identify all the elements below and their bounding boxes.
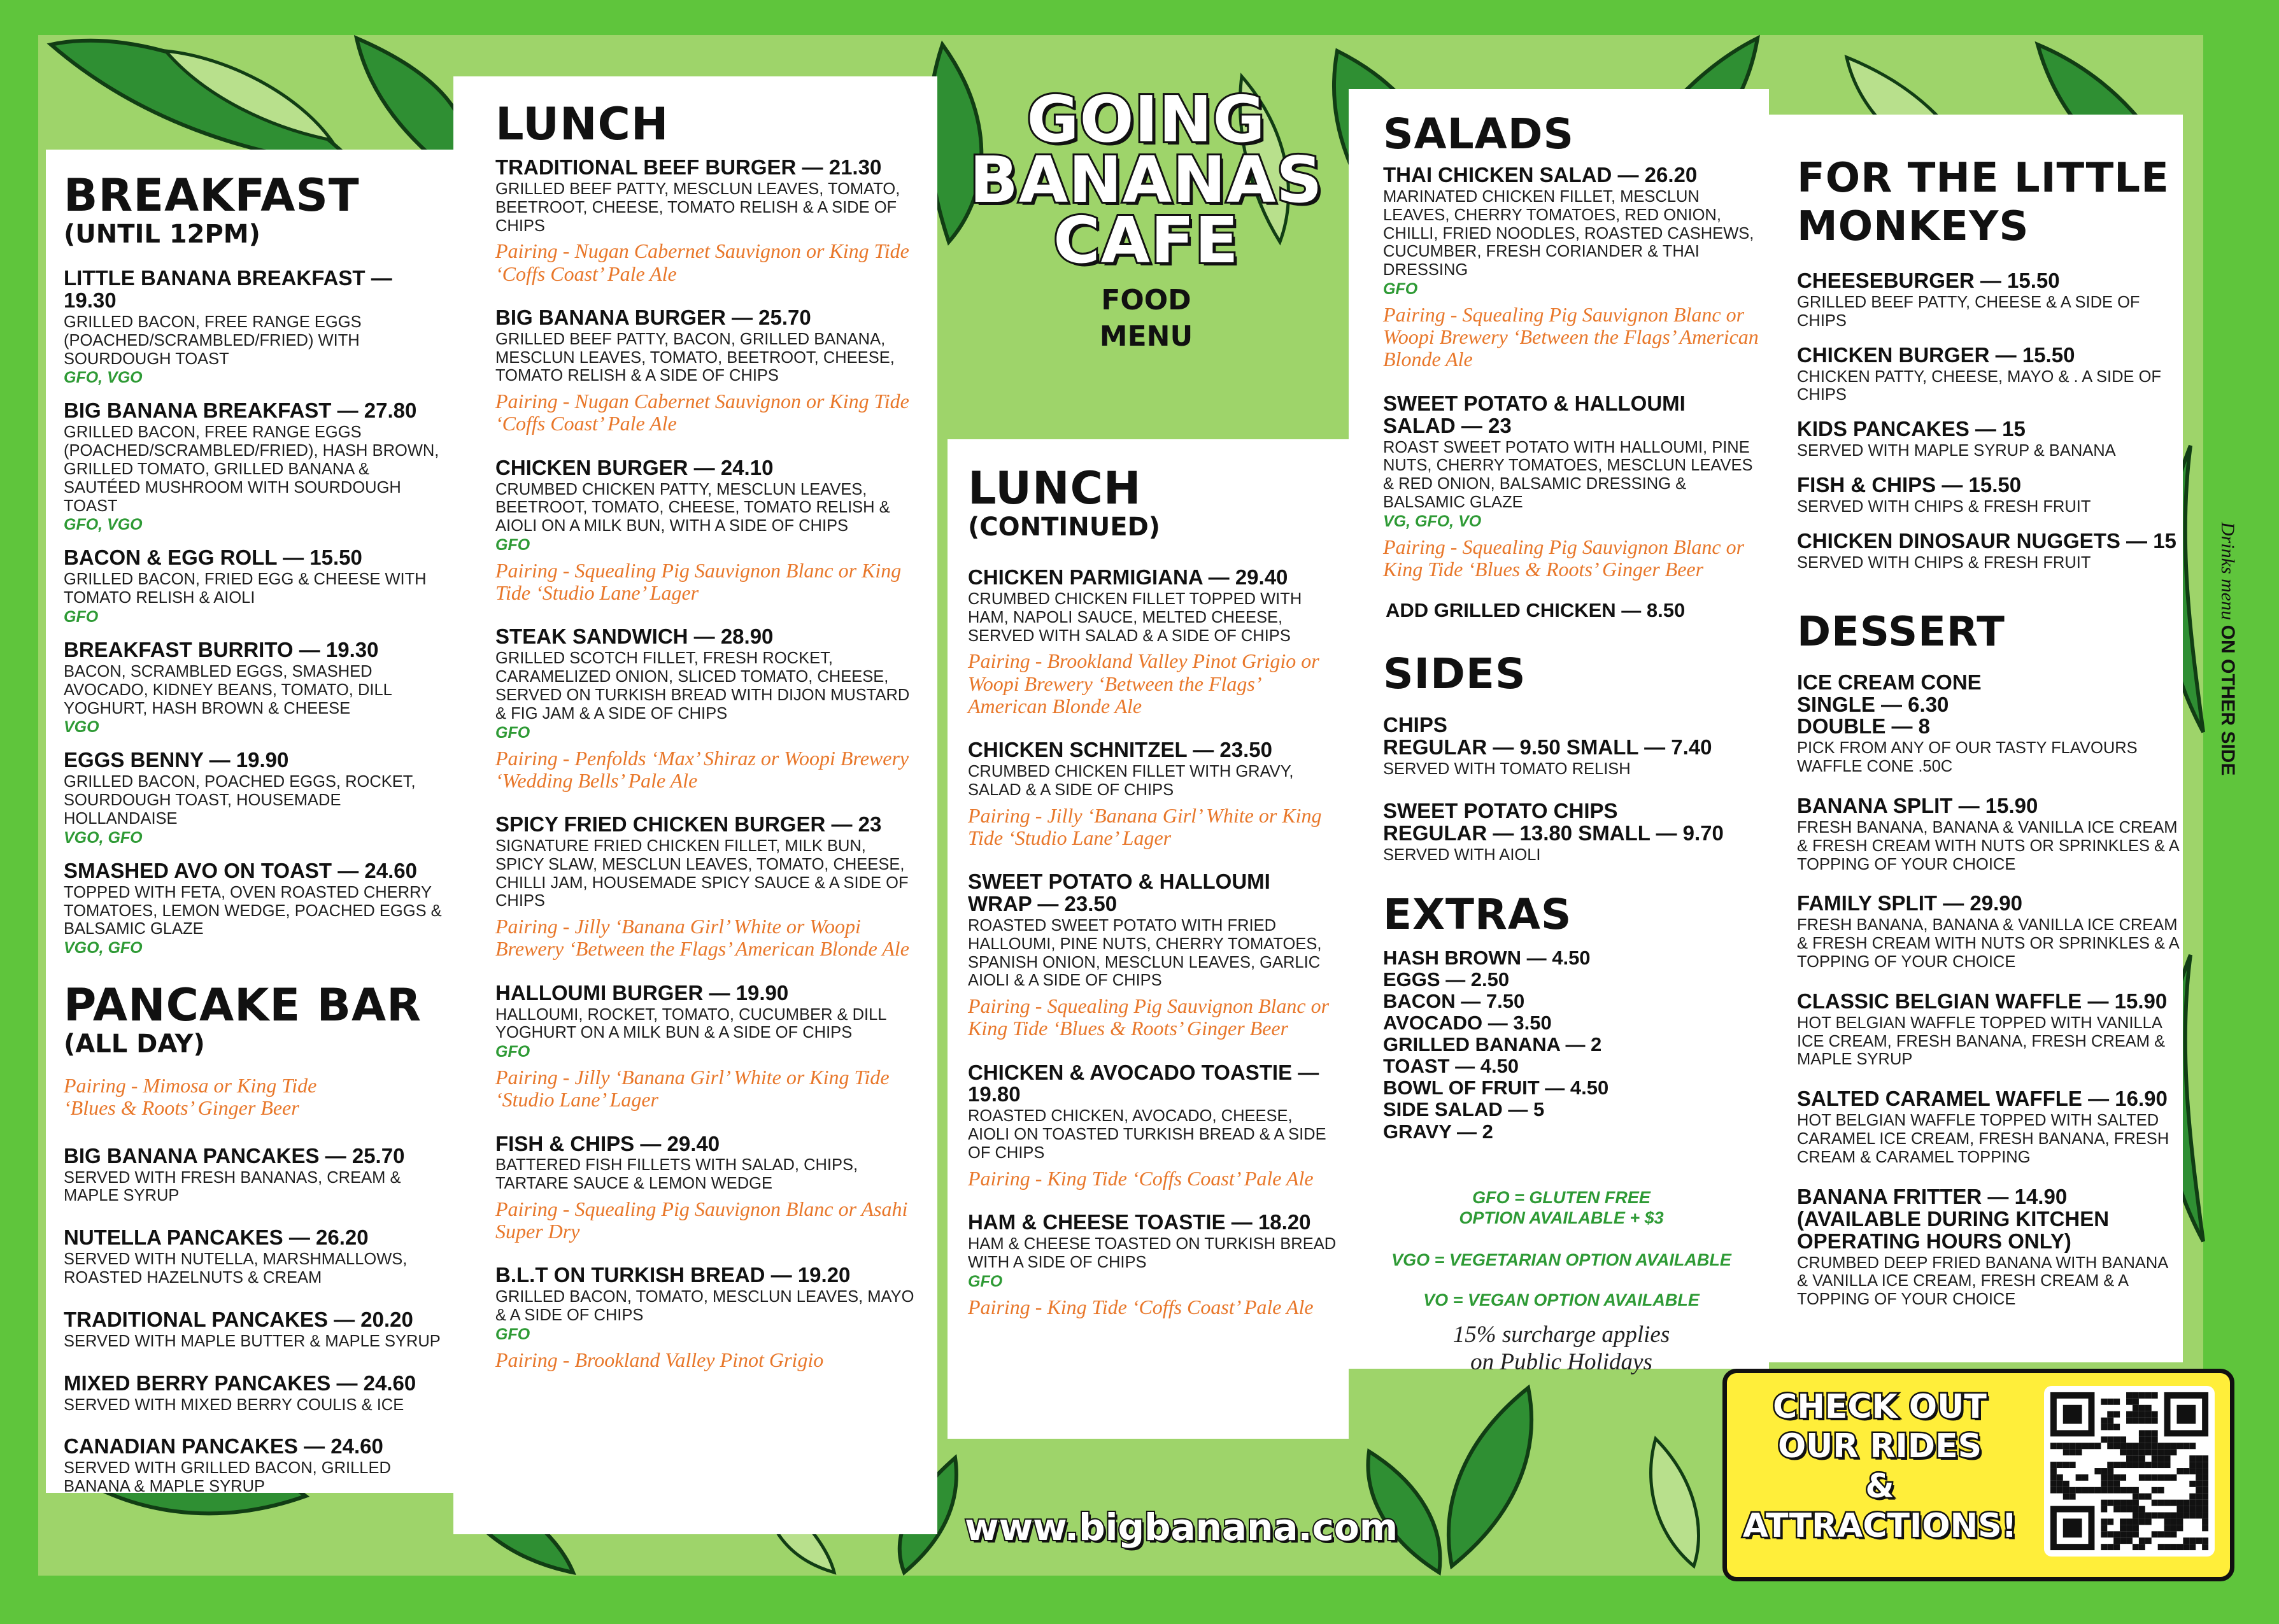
lunch-item <box>495 157 916 285</box>
item-name: HAM & CHEESE TOASTIE — 18.20 <box>968 1210 1311 1234</box>
item-description: ROASTED CHICKEN, AVOCADO, CHEESE, AIOLI ON TOASTED TURKISH BREAD & A SIDE OF CHIPS <box>968 1107 1326 1162</box>
item-description: BACON, SCRAMBLED EGGS, SMASHED AVOCADO, KIDNEY BEANS, TOMATO, DILL YOGHURT, HASH BROWN & CHEESE <box>64 662 392 717</box>
food-menu-line1: FOOD <box>1101 284 1191 316</box>
lunch2-item <box>968 1062 1337 1190</box>
drink-pairing: Pairing - Brookland Valley Pinot Grigio or Woopi Brewery ‘Between the Flags’ American Blonde Ale <box>968 649 1319 717</box>
item-description: GRILLED BACON, TOMATO, MESCLUN LEAVES, MAYO & A SIDE OF CHIPS <box>495 1288 914 1325</box>
kids-item <box>1797 344 2179 405</box>
dietary-tags: VGO, GFO <box>64 939 143 957</box>
item-description: HOT BELGIAN WAFFLE TOPPED WITH SALTED CARAMEL ICE CREAM, FRESH BANANA, FRESH CREAM & CARAMEL TOPPING <box>1797 1112 2169 1166</box>
breakfast-title: BREAKFAST <box>64 169 360 222</box>
kids-item <box>1797 270 2179 330</box>
pancake-pairing: Pairing - Mimosa or King Tide ‘Blues & Roots’ Ginger Beer <box>64 1074 317 1120</box>
item-description: GRILLED BACON, FREE RANGE EGGS (POACHED/SCRAMBLED/FRIED), HASH BROWN, GRILLED TOMATO, GRILLED BANANA & SAUTÉED MUSHROOM WITH SOURDOUGH TOAST <box>64 423 439 515</box>
dessert-item <box>1797 1186 2179 1309</box>
item-name: ICE CREAM CONE <box>1797 670 1982 694</box>
legend-vo: VO = VEGAN OPTION AVAILABLE <box>1423 1290 1700 1310</box>
pancake-item <box>64 1309 446 1351</box>
lunch-item <box>495 1264 916 1371</box>
legend-gfo-2: OPTION AVAILABLE + $3 <box>1459 1208 1664 1227</box>
drink-pairing: Pairing - Squealing Pig Sauvignon Blanc or King Tide ‘Studio Lane’ Lager <box>495 558 902 605</box>
item-description: ROAST SWEET POTATO WITH HALLOUMI, PINE NUTS, CHERRY TOMATOES, MESCLUN LEAVES & RED ONION, BALSAMIC DRESSING & BALSAMIC GLAZE <box>1383 438 1753 511</box>
drink-pairing: Pairing - Squealing Pig Sauvignon Blanc or Woopi Brewery ‘Between the Flags’ American Blonde Ale <box>1383 303 1759 371</box>
drink-pairing: Pairing - Squealing Pig Sauvignon Blanc or King Tide ‘Blues & Roots’ Ginger Beer <box>968 994 1330 1040</box>
lunch2-subtitle: (CONTINUED) <box>968 512 1161 542</box>
lunch-items <box>495 157 916 1371</box>
lunch2-title: LUNCH <box>968 462 1142 514</box>
item-name: TRADITIONAL PANCAKES — 20.20 <box>64 1307 413 1331</box>
salads-column <box>1383 109 1759 1376</box>
dietary-tags: VG, GFO, VO <box>1383 512 1482 530</box>
item-description: SERVED WITH MIXED BERRY COULIS & ICE <box>64 1395 404 1414</box>
breakfast-column <box>64 169 446 1496</box>
drink-pairing: Pairing - King Tide ‘Coffs Coast’ Pale Ale <box>968 1166 1314 1190</box>
item-description: HAM & CHEESE TOASTED ON TURKISH BREAD WITH A SIDE OF CHIPS <box>968 1235 1337 1271</box>
food-menu-line2: MENU <box>1099 320 1193 353</box>
breakfast-item <box>64 749 446 847</box>
item-description: SERVED WITH AIOLI <box>1383 845 1541 864</box>
drink-pairing: Pairing - Squealing Pig Sauvignon Blanc or Asahi Super Dry <box>495 1197 908 1243</box>
extras-item: GRAVY — 2 <box>1383 1120 1493 1143</box>
item-name: STEAK SANDWICH — 28.90 <box>495 625 774 649</box>
dessert-title: DESSERT <box>1797 608 2005 656</box>
extras-item: AVOCADO — 3.50 <box>1383 1012 1552 1034</box>
website-link[interactable]: www.bigbanana.com <box>965 1506 1398 1549</box>
extras-item: BOWL OF FRUIT — 4.50 <box>1383 1077 1609 1099</box>
item-name: BIG BANANA BREAKFAST — 27.80 <box>64 399 417 423</box>
breakfast-item <box>64 267 446 387</box>
item-description: CRUMBED CHICKEN FILLET WITH GRAVY, SALAD & A SIDE OF CHIPS <box>968 762 1294 799</box>
pancake-subtitle: (ALL DAY) <box>64 1029 205 1059</box>
lunch-title: LUNCH <box>495 98 669 150</box>
lunch-column <box>495 98 916 1372</box>
pancake-item <box>64 1436 446 1496</box>
item-name: EGGS BENNY — 19.90 <box>64 748 289 772</box>
dietary-tags: GFO <box>64 608 99 626</box>
item-price-line: SINGLE — 6.30 <box>1797 692 1949 716</box>
drink-pairing: Pairing - Jilly ‘Banana Girl’ White or King Tide ‘Studio Lane’ Lager <box>968 803 1322 849</box>
drink-pairing: Pairing - King Tide ‘Coffs Coast’ Pale Ale <box>968 1295 1314 1318</box>
item-description: GRILLED BACON, POACHED EGGS, ROCKET, SOURDOUGH TOAST, HOUSEMADE HOLLANDAISE <box>64 773 416 828</box>
item-name: HALLOUMI BURGER — 19.90 <box>495 980 789 1005</box>
item-description: HALLOUMI, ROCKET, TOMATO, CUCUMBER & DILL YOGHURT ON A MILK BUN & A SIDE OF CHIPS <box>495 1005 886 1042</box>
breakfast-subtitle: (UNTIL 12PM) <box>64 220 260 249</box>
item-name: KIDS PANCAKES — 15 <box>1797 417 2026 441</box>
drink-pairing: Pairing - Penfolds ‘Max’ Shiraz or Woopi Brewery ‘Wedding Bells’ Pale Ale <box>495 746 909 792</box>
qr-code-icon[interactable] <box>2044 1386 2215 1557</box>
kids-title-2: MONKEYS <box>1797 203 2029 250</box>
dietary-tags: GFO <box>495 1043 530 1061</box>
item-description: SERVED WITH MAPLE BUTTER & MAPLE SYRUP <box>64 1332 441 1350</box>
pancake-item <box>64 1373 446 1415</box>
item-name: SPICY FRIED CHICKEN BURGER — 23 <box>495 812 882 836</box>
item-description: GRILLED BEEF PATTY, MESCLUN LEAVES, TOMATO, BEETROOT, CHEESE, TOMATO RELISH & A SIDE OF CHIPS <box>495 180 900 235</box>
lunch2-item <box>968 1211 1337 1318</box>
promo-line-2: OUR RIDES <box>1777 1427 1982 1466</box>
item-name: SWEET POTATO & HALLOUMI WRAP — 23.50 <box>968 869 1270 915</box>
breakfast-item <box>64 547 446 626</box>
item-description: CRUMBED CHICKEN FILLET TOPPED WITH HAM, NAPOLI SAUCE, MELTED CHEESE, SERVED WITH SALAD & A SIDE OF CHIPS <box>968 590 1302 645</box>
item-description: CHICKEN PATTY, CHEESE, MAYO & . A SIDE OF CHIPS <box>1797 367 2161 404</box>
sides-items <box>1383 714 1759 865</box>
item-price-line: REGULAR — 9.50 SMALL — 7.40 <box>1383 735 1712 759</box>
item-description: FRESH BANANA, BANANA & VANILLA ICE CREAM & FRESH CREAM WITH NUTS OR SPRINKLES & A TOPPING OF YOUR CHOICE <box>1797 819 2179 873</box>
item-description: ROASTED SWEET POTATO WITH FRIED HALLOUMI, PINE NUTS, CHERRY TOMATOES, SPANISH ONION, MESCLUN LEAVES, GARLIC AIOLI & A SIDE OF CHIPS <box>968 916 1322 990</box>
item-name: NUTELLA PANCAKES — 26.20 <box>64 1225 369 1250</box>
drink-pairing: Pairing - Jilly ‘Banana Girl’ White or Woopi Brewery ‘Between the Flags’ American Blonde Ale <box>495 915 909 961</box>
extras-title: EXTRAS <box>1383 889 1572 939</box>
dietary-tags: GFO, VGO <box>64 369 143 387</box>
logo-line-cafe: CAFE <box>1053 203 1239 278</box>
item-name: CHICKEN DINOSAUR NUGGETS — 15 <box>1797 528 2176 553</box>
extras-item: BACON — 7.50 <box>1383 989 1525 1012</box>
item-name: CHEESEBURGER — 15.50 <box>1797 269 2060 292</box>
lunch-item <box>495 1133 916 1243</box>
drink-pairing: Pairing - Nugan Cabernet Sauvignon or King Tide ‘Coffs Coast’ Pale Ale <box>495 239 909 285</box>
drink-pairing: Pairing - Brookland Valley Pinot Grigio <box>495 1348 824 1372</box>
drinks-menu-note-italic: Drinks menu <box>2217 522 2238 621</box>
kids-item <box>1797 418 2179 460</box>
lunch2-item <box>968 739 1337 849</box>
item-description: CRUMBED DEEP FRIED BANANA WITH BANANA & VANILLA ICE CREAM, FRESH CREAM & A TOPPING OF YOUR CHOICE <box>1797 1253 2168 1309</box>
salads-item <box>1383 164 1759 371</box>
kids-item <box>1797 530 2179 572</box>
promo-line-3: & <box>1865 1467 1894 1506</box>
item-name: CHICKEN & AVOCADO TOASTIE — 19.80 <box>968 1060 1319 1106</box>
surcharge-line-1: 15% surcharge applies <box>1452 1322 1670 1348</box>
item-description: SERVED WITH FRESH BANANAS, CREAM & MAPLE SYRUP <box>64 1168 401 1205</box>
item-name: THAI CHICKEN SALAD — 26.20 <box>1383 163 1698 187</box>
item-name: SWEET POTATO CHIPS <box>1383 799 1618 823</box>
cafe-logo <box>949 82 1344 388</box>
dietary-tags: GFO <box>495 535 530 554</box>
extras-item: GRILLED BANANA — 2 <box>1383 1033 1602 1056</box>
dietary-tags: VGO, GFO <box>64 828 143 847</box>
lunch2-item <box>968 871 1337 1040</box>
item-description: SERVED WITH MAPLE SYRUP & BANANA <box>1797 442 2116 460</box>
lunch2-items <box>968 567 1337 1318</box>
dietary-tags: GFO <box>1383 280 1418 299</box>
salads-title: SALADS <box>1383 109 1575 159</box>
add-grilled-chicken: ADD GRILLED CHICKEN — 8.50 <box>1386 599 1686 622</box>
drinks-menu-note-bold: ON OTHER SIDE <box>2217 625 2238 776</box>
item-name: FISH & CHIPS — 15.50 <box>1797 472 2022 497</box>
item-price-line: DOUBLE — 8 <box>1797 714 1931 738</box>
item-description: CRUMBED CHICKEN PATTY, MESCLUN LEAVES, BEETROOT, TOMATO, CHEESE, TOMATO RELISH & AIOLI ON A MILK BUN, WITH A SIDE OF CHIPS <box>495 480 890 535</box>
dessert-item <box>1797 991 2179 1069</box>
item-description: PICK FROM ANY OF OUR TASTY FLAVOURS WAFFLE CONE .50C <box>1797 739 2138 776</box>
kids-column <box>1797 155 2179 1309</box>
dietary-tags: GFO <box>495 1325 530 1344</box>
item-name: BIG BANANA BURGER — 25.70 <box>495 305 811 329</box>
pancake-title: PANCAKE BAR <box>64 979 422 1032</box>
item-name: FAMILY SPLIT — 29.90 <box>1797 891 2022 915</box>
item-description: SERVED WITH TOMATO RELISH <box>1383 760 1631 779</box>
lunch-item <box>495 457 916 605</box>
item-description: GRILLED BEEF PATTY, CHEESE & A SIDE OF CHIPS <box>1797 293 2140 330</box>
item-name: LITTLE BANANA BREAKFAST — 19.30 <box>64 266 392 312</box>
item-price-line: REGULAR — 13.80 SMALL — 9.70 <box>1383 821 1724 845</box>
logo-line-bananas: BANANAS <box>969 143 1323 217</box>
legend-vgo: VGO = VEGETARIAN OPTION AVAILABLE <box>1391 1250 1731 1270</box>
item-name: CHIPS <box>1383 713 1447 737</box>
item-description: SERVED WITH NUTELLA, MARSHMALLOWS, ROASTED HAZELNUTS & CREAM <box>64 1250 408 1287</box>
item-name: SALTED CARAMEL WAFFLE — 16.90 <box>1797 1087 2168 1111</box>
lunch-continued-column <box>968 462 1337 1318</box>
item-name: BANANA FRITTER — 14.90 <box>1797 1184 2068 1208</box>
item-name: BANANA SPLIT — 15.90 <box>1797 794 2038 818</box>
item-name: CHICKEN PARMIGIANA — 29.40 <box>968 565 1288 589</box>
breakfast-item <box>64 860 446 957</box>
logo-line-going: GOING <box>1026 82 1266 157</box>
sides-title: SIDES <box>1383 649 1526 699</box>
extras-item: EGGS — 2.50 <box>1383 968 1510 991</box>
surcharge-line-2: on Public Holidays <box>1470 1348 1652 1375</box>
dessert-item <box>1797 1088 2179 1166</box>
item-description: SERVED WITH GRILLED BACON, GRILLED BANANA & MAPLE SYRUP <box>64 1459 391 1496</box>
extras-item: HASH BROWN — 4.50 <box>1383 946 1591 969</box>
rides-promo-box[interactable] <box>1722 1369 2234 1581</box>
item-description: FRESH BANANA, BANANA & VANILLA ICE CREAM & FRESH CREAM WITH NUTS OR SPRINKLES & A TOPPING OF YOUR CHOICE <box>1797 916 2179 971</box>
dietary-tags: VGO <box>64 718 99 737</box>
pancake-item <box>64 1145 446 1206</box>
dietary-tags: GFO <box>968 1272 1003 1290</box>
dessert-item <box>1797 795 2179 873</box>
legend-gfo-1: GFO = GLUTEN FREE <box>1472 1187 1651 1207</box>
legend <box>1383 1187 1740 1376</box>
item-description: SERVED WITH CHIPS & FRESH FRUIT <box>1797 497 2091 516</box>
item-name: BACON & EGG ROLL — 15.50 <box>64 546 362 570</box>
item-name: B.L.T ON TURKISH BREAD — 19.20 <box>495 1263 851 1287</box>
dessert-items <box>1797 672 2179 1310</box>
item-name: CHICKEN SCHNITZEL — 23.50 <box>968 737 1272 761</box>
item-name: CHICKEN BURGER — 15.50 <box>1797 342 2075 367</box>
lunch-item <box>495 814 916 961</box>
dessert-item <box>1797 672 2179 777</box>
breakfast-item <box>64 400 446 534</box>
item-description: GRILLED SCOTCH FILLET, FRESH ROCKET, CARAMELIZED ONION, SLICED TOMATO, CHEESE, SERVED ON TURKISH BREAD WITH DIJON MUSTARD & FIG JAM & A SIDE OF CHIPS <box>495 649 910 723</box>
promo-text <box>1740 1387 2020 1546</box>
lunch-item <box>495 982 916 1112</box>
sides-item <box>1383 800 1759 865</box>
item-name: SMASHED AVO ON TOAST — 24.60 <box>64 858 418 882</box>
item-name: BREAKFAST BURRITO — 19.30 <box>64 638 379 661</box>
dessert-item <box>1797 893 2179 971</box>
extras-items <box>1383 947 1759 1143</box>
item-description: GRILLED BEEF PATTY, BACON, GRILLED BANANA, MESCLUN LEAVES, TOMATO, BEETROOT, CHEESE, TOMATO RELISH & A SIDE OF CHIPS <box>495 330 895 385</box>
item-name: SWEET POTATO & HALLOUMI SALAD — 23 <box>1383 391 1686 437</box>
drink-pairing: Pairing - Squealing Pig Sauvignon Blanc or King Tide ‘Blues & Roots’ Ginger Beer <box>1383 535 1745 581</box>
salads-item <box>1383 393 1759 581</box>
item-name: CHICKEN BURGER — 24.10 <box>495 455 774 479</box>
breakfast-item <box>64 639 446 737</box>
item-name: CLASSIC BELGIAN WAFFLE — 15.90 <box>1797 989 2168 1013</box>
item-name: BIG BANANA PANCAKES — 25.70 <box>64 1143 405 1168</box>
breakfast-items <box>64 267 446 957</box>
pancake-items <box>64 1145 446 1496</box>
item-description: BATTERED FISH FILLETS WITH SALAD, CHIPS, TARTARE SAUCE & LEMON WEDGE <box>495 1156 858 1193</box>
dietary-tags: GFO, VGO <box>64 516 143 534</box>
item-description: GRILLED BACON, FRIED EGG & CHEESE WITH TOMATO RELISH & AIOLI <box>64 570 427 607</box>
item-name: TRADITIONAL BEEF BURGER — 21.30 <box>495 155 882 179</box>
item-name: CANADIAN PANCAKES — 24.60 <box>64 1434 383 1458</box>
lunch-item <box>495 626 916 792</box>
drink-pairing: Pairing - Jilly ‘Banana Girl’ White or King Tide ‘Studio Lane’ Lager <box>495 1066 890 1112</box>
item-description: GRILLED BACON, FREE RANGE EGGS (POACHED/SCRAMBLED/FRIED) WITH SOURDOUGH TOAST <box>64 313 362 368</box>
item-description: TOPPED WITH FETA, OVEN ROASTED CHERRY TOMATOES, LEMON WEDGE, POACHED EGGS & BALSAMIC GLAZE <box>64 883 442 938</box>
item-name: MIXED BERRY PANCAKES — 24.60 <box>64 1371 416 1395</box>
item-description: MARINATED CHICKEN FILLET, MESCLUN LEAVES, CHERRY TOMATOES, RED ONION, CHILLI, FRIED NOODLES, ROASTED CASHEWS, CUCUMBER, FRESH CORIANDER & THAI DRESSING <box>1383 187 1754 279</box>
extras-item: SIDE SALAD — 5 <box>1383 1098 1545 1121</box>
kids-item <box>1797 474 2179 516</box>
dietary-tags: GFO <box>495 723 530 742</box>
kids-title-1: FOR THE LITTLE <box>1797 155 2169 202</box>
promo-line-1: CHECK OUT <box>1773 1388 1987 1426</box>
salads-items <box>1383 164 1759 581</box>
item-price-line: (AVAILABLE DURING KITCHEN OPERATING HOURS ONLY) <box>1797 1206 2110 1253</box>
item-description: HOT BELGIAN WAFFLE TOPPED WITH VANILLA ICE CREAM, FRESH BANANA, FRESH CREAM & MAPLE SYRUP <box>1797 1013 2166 1069</box>
kids-items <box>1797 270 2179 572</box>
drinks-menu-note <box>2217 522 2238 775</box>
sides-item <box>1383 714 1759 779</box>
item-name: FISH & CHIPS — 29.40 <box>495 1131 720 1155</box>
drink-pairing: Pairing - Nugan Cabernet Sauvignon or King Tide ‘Coffs Coast’ Pale Ale <box>495 390 909 435</box>
item-description: SIGNATURE FRIED CHICKEN FILLET, MILK BUN, SPICY SLAW, MESCLUN LEAVES, TOMATO, CHEESE, CHILLI JAM, HOUSEMADE SPICY SAUCE & A SIDE OF CHIPS <box>495 837 909 910</box>
lunch2-item <box>968 567 1337 717</box>
promo-line-4: ATTRACTIONS! <box>1742 1507 2017 1546</box>
extras-item: TOAST — 4.50 <box>1383 1055 1519 1078</box>
pancake-item <box>64 1227 446 1287</box>
lunch-item <box>495 307 916 435</box>
item-description: SERVED WITH CHIPS & FRESH FRUIT <box>1797 553 2091 572</box>
